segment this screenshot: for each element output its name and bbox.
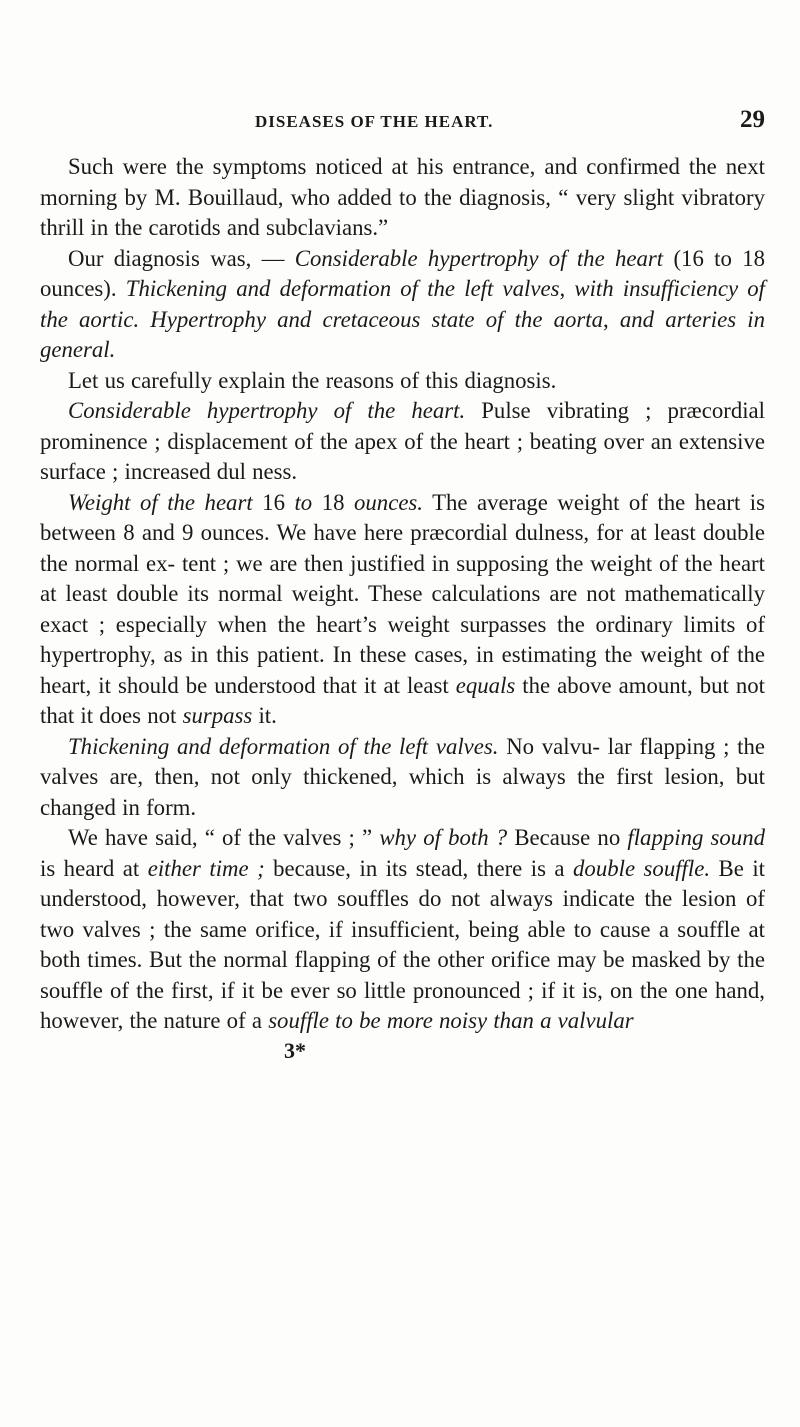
text-run: Be it understood, however, that two souffles do not always indicate the lesion of two valves ; the same orifice, if insufficient, being able to cause a souffle at both times. But the normal flapping of the other orifice may be masked by the souffle of the first, if it be ever so little pronounced ; if it is, on the one hand, however, the nature of a — [40, 855, 765, 1033]
book-page — [40, 108, 765, 1065]
running-title: DISEASES OF THE HEART. — [255, 112, 494, 131]
italic-run: double souffle. — [573, 855, 711, 881]
page-header — [40, 108, 765, 144]
text-run: Let us carefully explain the reasons of this diagnosis. — [68, 367, 557, 393]
text-run: 16 — [252, 489, 295, 515]
page-number: 29 — [740, 106, 765, 133]
text-run: (16 to 18 ounces). — [40, 245, 765, 301]
italic-run: Thickening and deformation of the left valves. — [68, 733, 499, 759]
italic-run: either time ; — [147, 855, 265, 881]
text-run: We have said, “ of the valves ; ” — [68, 825, 380, 850]
italic-run: ounces. — [354, 489, 424, 515]
paragraph — [40, 152, 765, 244]
signature-mark: 3* — [284, 1037, 306, 1063]
text-run: Our diagnosis was, — — [68, 245, 295, 271]
italic-run: Considerable hypertrophy of the heart. — [68, 398, 466, 423]
italic-run: Thickening and deformation of the left valves — [125, 276, 560, 301]
text-run: it. — [252, 703, 277, 728]
paragraph — [40, 732, 765, 824]
text-run: The average weight of the heart is between 8 and 9 ounces. We have here præcordial dulness, for at least double the normal ex- tent ; we are then justified in supposing the weight of the heart at least double its normal weight. These calculations are not mathematically exact ; especially when the heart’s weight surpasses the ordinary limits of hypertrophy, as in this patient. In these cases, in estimating the weight of the heart, it should be understood that it at least — [40, 489, 766, 698]
italic-run: surpass — [182, 703, 253, 728]
paragraph — [40, 366, 765, 397]
text-run: the above amount, but not that it does not — [40, 672, 765, 728]
italic-run: Considerable hypertrophy of the heart — [294, 245, 664, 271]
text-run: is heard at — [40, 855, 148, 881]
paragraph — [40, 244, 765, 366]
text-run: 18 — [312, 489, 354, 515]
italic-run: Weight of the heart — [68, 489, 253, 515]
italic-run: souffle to be more noisy than a valvular — [268, 1008, 634, 1033]
paragraph — [40, 396, 765, 488]
paragraph — [40, 488, 765, 732]
italic-run: and arteries in general. — [40, 306, 766, 362]
paragraph — [40, 823, 765, 1037]
text-run: , — [559, 276, 575, 301]
text-run: , — [603, 306, 620, 332]
italic-run: flapping sound — [627, 825, 766, 850]
italic-run: to — [294, 489, 313, 515]
text-run: Because no — [507, 825, 628, 850]
text-run: Pulse vibrating ; præcordial prominence ; displacement of the apex of the heart ; beating over an extensive surface ; increased dul ness. — [40, 398, 766, 484]
body-text — [40, 152, 765, 1065]
italic-run: with insufficiency of the aortic. Hypertrophy and cretaceous state of the aorta — [40, 276, 765, 332]
text-run: Such were the symptoms noticed at his entrance, and confirmed the next morning by M. Bouillaud, who added to the diagnosis, “ very slight vibratory thrill in the carotids and subclavians.” — [40, 154, 765, 240]
text-run: because, in its stead, there is a — [264, 855, 574, 881]
text-run: No valvu- lar flapping ; the valves are, then, not only thickened, which is always the first lesion, but changed in form. — [40, 733, 765, 820]
italic-run: equals — [455, 672, 516, 698]
italic-run: why of both ? — [379, 825, 508, 850]
